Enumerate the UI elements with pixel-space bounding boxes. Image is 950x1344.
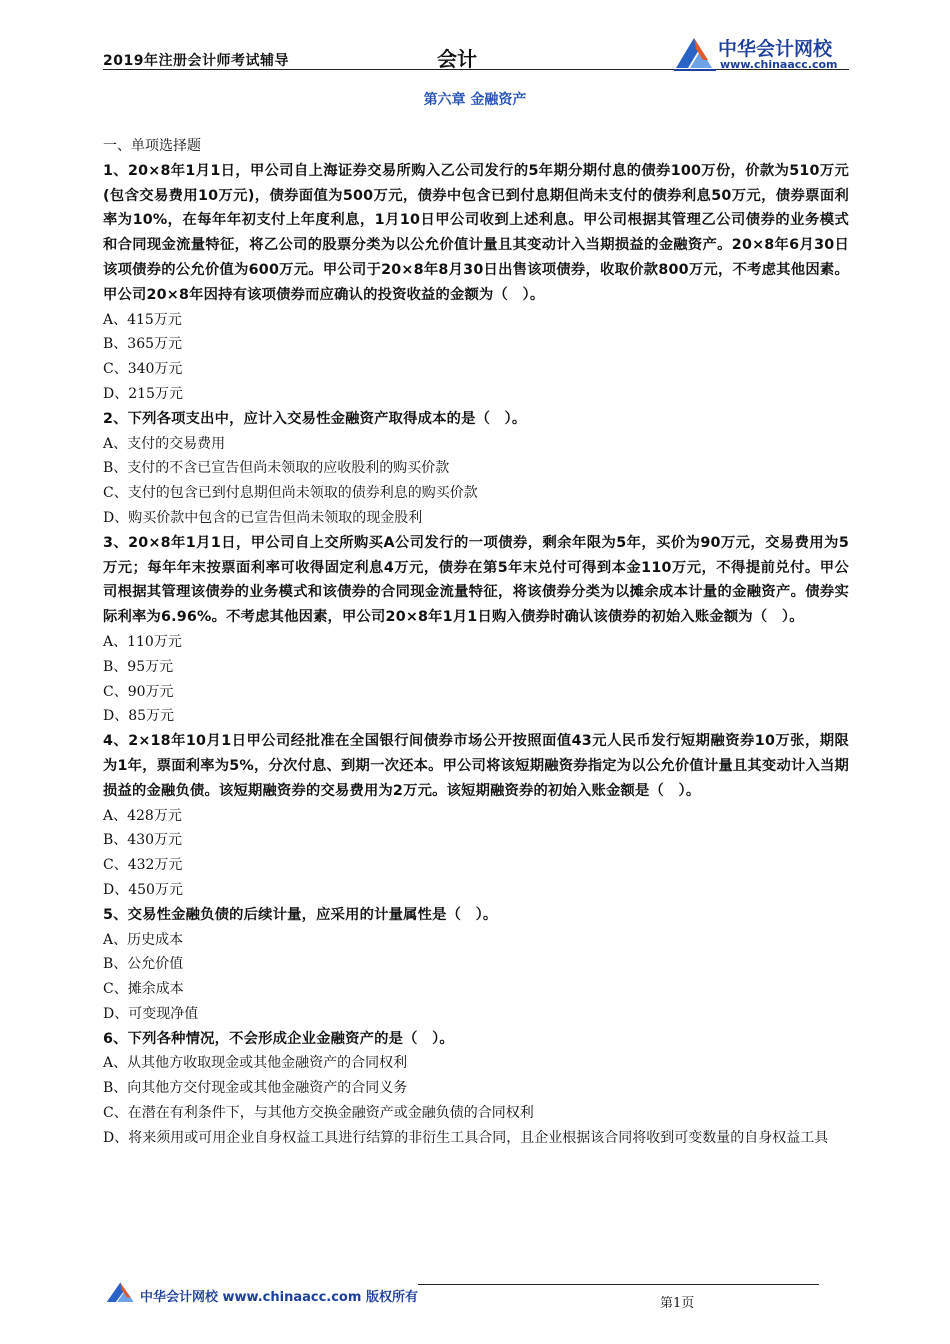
option-c: C、在潜在有利条件下，与其他方交换金融资产或金融负债的合同权利 [103,1105,534,1122]
option-b: B、365万元 [103,336,183,353]
footer-copyright: 中华会计网校 www.chinaacc.com 版权所有 [140,1290,418,1305]
footer-divider [418,1284,819,1285]
option-d: D、将来须用或可用企业自身权益工具进行结算的非衍生工具合同，且企业根据该合同将收到可变数量的自身权益工具 [103,1129,829,1146]
option-a: A、历史成本 [103,931,184,948]
option-c: C、摊余成本 [103,981,184,998]
question-text: 1、20×8年1月1日，甲公司自上海证券交易所购入乙公司发行的5年期分期付息的债券100万份，价款为510万元(包含交易费用10万元)，债券面值为500万元，债券中包含已到付息期但尚未支付的债券利息50万元，债券票面利率为10%，在每年年初支付上年度利息，1月10日甲公司收到上述利息。甲公司根据其管理乙公司债券的业务模式和合同现金流量特征，将乙公司的股票分类为以公允价值计量且其变动计入当期损益的金融资产。20×8年6月30日该项债券的公允价值为600万元。甲公司于20×8年8月30日出售该项债券，收取价款800万元，不考虑其他因素。甲公司20×8年因持有该项债券而应确认的投资收益的金额为（ ）。 [103,162,849,303]
option-b: B、公允价值 [103,956,184,973]
logo-url: www.chinaacc.com [720,58,838,71]
question-text: 3、20×8年1月1日，甲公司自上交所购买A公司发行的一项债券，剩余年限为5年，买价为90万元，交易费用为5万元；每年年末按票面利率可收得固定利息4万元，债券在第5年末兑付可得到本金110万元，不得提前兑付。甲公司根据其管理该债券的业务模式和该债券的合同现金流量特征，将该债券分类为以摊余成本计量的金融资产。债券实际利率为6.96%。不考虑其他因素，甲公司20×8年1月1日购入债券时确认该债券的初始入账金额为（ ）。 [103,534,849,626]
option-c: C、340万元 [103,361,183,378]
question-text: 5、交易性金融负债的后续计量，应采用的计量属性是（ ）。 [103,906,498,923]
option-a: A、支付的交易费用 [103,435,226,452]
option-c: C、90万元 [103,683,174,700]
option-a: A、110万元 [103,633,182,650]
option-b: B、支付的不含已宣告但尚未领取的应收股利的购买价款 [103,460,450,477]
option-a: A、428万元 [103,807,182,824]
question-6 [103,1027,849,1151]
option-d: D、购买价款中包含的已宣告但尚未领取的现金股利 [103,509,423,526]
question-text: 4、2×18年10月1日甲公司经批准在全国银行间债券市场公开按照面值43元人民币发行短期融资券10万张，期限为1年，票面利率为5%，分次付息、到期一次还本。甲公司将该短期融资券指定为以公允价值计量且其变动计入当期损益的金融负债。该短期融资券的交易费用为2万元。该短期融资券的初始入账金额是（ ）。 [103,733,849,799]
option-a: A、从其他方收取现金或其他金融资产的合同权利 [103,1055,408,1072]
header-exam-title: 2019年注册会计师考试辅导 [103,53,289,69]
question-text: 2、下列各项支出中，应计入交易性金融资产取得成本的是（ ）。 [103,410,527,427]
option-c: C、432万元 [103,857,183,874]
page-number: 第1页 [660,1296,695,1311]
option-d: D、85万元 [103,708,175,725]
option-b: B、430万元 [103,832,183,849]
logo-brand-name: 中华会计网校 [718,38,833,60]
logo-mark-icon [674,32,716,72]
question-list [103,134,849,1151]
option-a: A、415万元 [103,311,182,328]
question-text: 6、下列各种情况，不会形成企业金融资产的是（ ）。 [103,1030,454,1047]
option-b: B、95万元 [103,658,174,675]
option-c: C、支付的包含已到付息期但尚未领取的债券利息的购买价款 [103,485,478,502]
footer-logo-icon [105,1281,137,1305]
question-3 [103,531,849,729]
option-d: D、215万元 [103,385,183,402]
option-d: D、可变现净值 [103,1005,199,1022]
option-b: B、向其他方交付现金或其他金融资产的合同义务 [103,1080,408,1097]
option-d: D、450万元 [103,881,183,898]
question-1 [103,159,849,407]
chapter-title: 第六章 金融资产 [423,92,527,108]
header-subject: 会计 [437,47,477,71]
section-title: 一、单项选择题 [103,138,201,154]
question-4 [103,729,849,903]
question-2 [103,407,849,531]
brand-logo [674,30,850,74]
question-5 [103,903,849,1027]
